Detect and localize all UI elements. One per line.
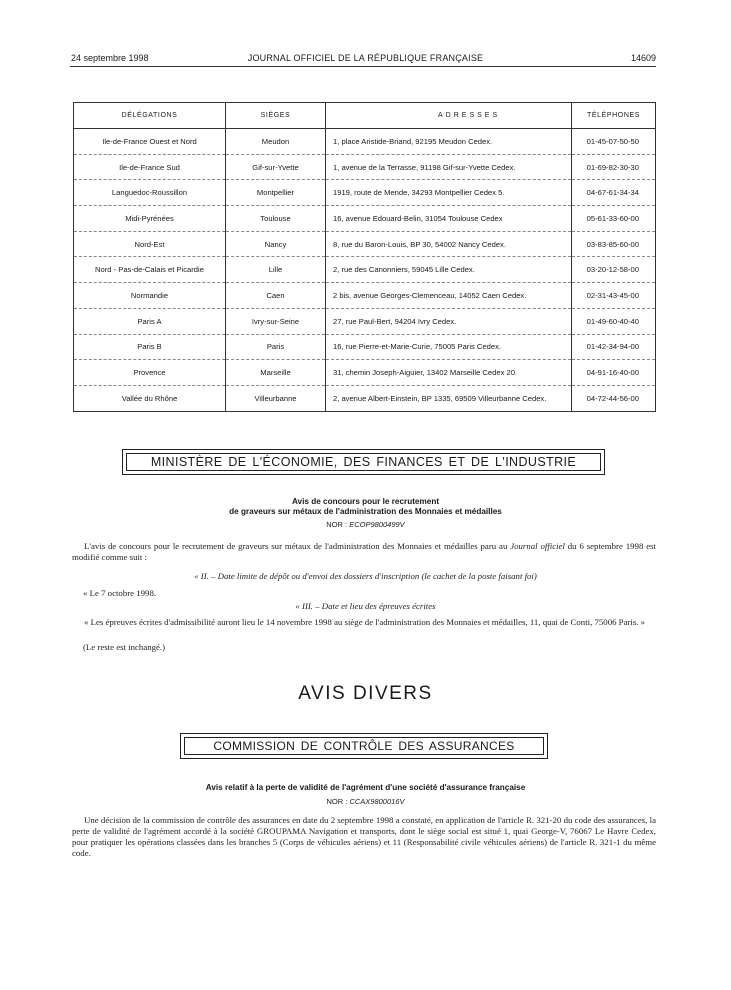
cell-delegation: Vallée du Rhône bbox=[74, 385, 226, 411]
intro-text-b: du 6 septembre 1998 est modifié comme suit : bbox=[72, 541, 656, 562]
column-header-telephones: TÉLÉPHONES bbox=[572, 103, 656, 129]
cell-telephone: 01-49-60-40-40 bbox=[572, 308, 656, 334]
concours-nor bbox=[0, 520, 731, 529]
cell-siege: Caen bbox=[226, 283, 326, 309]
commission-heading: COMMISSION DE CONTRÔLE DES ASSURANCES bbox=[213, 739, 515, 753]
table-row bbox=[74, 206, 656, 232]
cell-siege: Villeurbanne bbox=[226, 385, 326, 411]
ministry-heading: MINISTÈRE DE L'ÉCONOMIE, DES FINANCES ET DE L'INDUSTRIE bbox=[150, 455, 577, 469]
table-row bbox=[74, 257, 656, 283]
table-row bbox=[74, 154, 656, 180]
assurance-title: Avis relatif à la perte de validité de l'agrément d'une société d'assurance française bbox=[205, 783, 526, 792]
cell-adresse: 1919, route de Mende, 34293 Montpellier Cedex 5. bbox=[326, 180, 572, 206]
cell-siege: Nancy bbox=[226, 231, 326, 257]
cell-adresse: 27, rue Paul-Bert, 94204 Ivry Cedex. bbox=[326, 308, 572, 334]
table-row bbox=[74, 283, 656, 309]
intro-text-a: L'avis de concours pour le recrutement de graveurs sur métaux de l'administration des Monnaies et médailles paru au bbox=[84, 541, 511, 551]
cell-delegation: Provence bbox=[74, 360, 226, 386]
cell-siege: Marseille bbox=[226, 360, 326, 386]
nor-code: ECOP9800499V bbox=[349, 520, 405, 529]
delegations-table bbox=[73, 102, 656, 412]
header-journal-title: JOURNAL OFFICIEL DE LA RÉPUBLIQUE FRANÇAISE bbox=[247, 53, 484, 63]
column-header-adresses: ADRESSES bbox=[326, 103, 572, 129]
concours-intro bbox=[72, 541, 656, 563]
nor-label: NOR : bbox=[326, 797, 348, 806]
cell-delegation: Normandie bbox=[74, 283, 226, 309]
table-row bbox=[74, 334, 656, 360]
assurance-body bbox=[72, 815, 656, 859]
assurance-paragraph: Une décision de la commission de contrôle des assurances en date du 2 septembre 1998 a constaté, en application de l'article R. 321-20 du code des assurances, la perte de validité de l'agrément accordé à la société GROUPAMA Navigation et transports, dont le siège social est situé 1, quai George-V, 76067 Le Havre Cedex, pour pratiquer les opérations classées dans les branches 5 (Corps de véhicules aériens) et 11 (Responsabilité civile véhicules aériens) de l'article R. 321-1 du même code. bbox=[72, 815, 656, 858]
header-date: 24 septembre 1998 bbox=[71, 53, 149, 63]
cell-siege: Ivry-sur-Seine bbox=[226, 308, 326, 334]
header-page-number: 14609 bbox=[630, 53, 656, 63]
cell-adresse: 16, avenue Edouard-Belin, 31054 Toulouse Cedex bbox=[326, 206, 572, 232]
cell-delegation: Languedoc-Roussillon bbox=[74, 180, 226, 206]
cell-telephone: 02-31-43-45-00 bbox=[572, 283, 656, 309]
nor-label: NOR : bbox=[326, 520, 348, 529]
cell-telephone: 05-61-33-60-00 bbox=[572, 206, 656, 232]
table-header-row bbox=[74, 103, 656, 129]
cell-siege: Montpellier bbox=[226, 180, 326, 206]
concours-item-iii-text bbox=[72, 617, 656, 628]
concours-item-ii: « II. – Date limite de dépôt ou d'envoi des dossiers d'inscription (le cachet de la poste faisant foi) bbox=[194, 571, 537, 581]
concours-title-line1: Avis de concours pour le recrutement bbox=[291, 497, 440, 506]
cell-adresse: 16, rue Pierre-et-Marie-Curie, 75005 Paris Cedex. bbox=[326, 334, 572, 360]
cell-adresse: 1, place Aristide-Briand, 92195 Meudon Cedex. bbox=[326, 129, 572, 155]
cell-telephone: 01-45-07-50-50 bbox=[572, 129, 656, 155]
nor-code: CCAX9800016V bbox=[349, 797, 405, 806]
cell-telephone: 04-91-16-40-00 bbox=[572, 360, 656, 386]
cell-siege: Paris bbox=[226, 334, 326, 360]
cell-adresse: 8, rue du Baron-Louis, BP 30, 54002 Nancy Cedex. bbox=[326, 231, 572, 257]
table-row bbox=[74, 308, 656, 334]
cell-adresse: 1, avenue de la Terrasse, 91198 Gif-sur-Yvette Cedex. bbox=[326, 154, 572, 180]
cell-delegation: Ile-de-France Sud bbox=[74, 154, 226, 180]
cell-telephone: 01-42-34-94-00 bbox=[572, 334, 656, 360]
cell-adresse: 2 bis, avenue Georges-Clemenceau, 14052 Caen Cedex. bbox=[326, 283, 572, 309]
table-row bbox=[74, 385, 656, 411]
cell-siege: Toulouse bbox=[226, 206, 326, 232]
cell-delegation: Paris A bbox=[74, 308, 226, 334]
concours-title-line2: de graveurs sur métaux de l'administration des Monnaies et médailles bbox=[229, 507, 502, 516]
concours-item-ii-date: « Le 7 octobre 1998. bbox=[83, 588, 157, 598]
cell-adresse: 2, avenue Albert-Einstein, BP 1335, 69509 Villeurbanne Cedex. bbox=[326, 385, 572, 411]
intro-journal: Journal officiel bbox=[510, 541, 565, 551]
table-row bbox=[74, 360, 656, 386]
assurance-nor bbox=[0, 797, 731, 806]
cell-delegation: Ile-de-France Ouest et Nord bbox=[74, 129, 226, 155]
item-iii-paragraph: « Les épreuves écrites d'admissibilité auront lieu le 14 novembre 1998 au siège de l'administration des Monnaies et médailles, 11, quai de Conti, 75006 Paris. » bbox=[84, 617, 646, 627]
cell-telephone: 03-83-85-60-00 bbox=[572, 231, 656, 257]
cell-telephone: 04-72-44-56-00 bbox=[572, 385, 656, 411]
cell-adresse: 2, rue des Canonniers, 59045 Lille Cedex. bbox=[326, 257, 572, 283]
cell-delegation: Nord - Pas-de-Calais et Picardie bbox=[74, 257, 226, 283]
cell-siege: Gif-sur-Yvette bbox=[226, 154, 326, 180]
cell-telephone: 01-69-82-30-30 bbox=[572, 154, 656, 180]
concours-item-iii: « III. – Date et lieu des épreuves écrites bbox=[295, 601, 436, 611]
cell-siege: Lille bbox=[226, 257, 326, 283]
cell-telephone: 03-20-12-58-00 bbox=[572, 257, 656, 283]
cell-delegation: Midi-Pyrénées bbox=[74, 206, 226, 232]
cell-siege: Meudon bbox=[226, 129, 326, 155]
section-title-avis-divers: AVIS DIVERS bbox=[298, 683, 433, 704]
header-rule bbox=[70, 66, 656, 67]
cell-delegation: Paris B bbox=[74, 334, 226, 360]
table-row bbox=[74, 129, 656, 155]
column-header-sieges: SIÈGES bbox=[226, 103, 326, 129]
column-header-delegations: DÉLÉGATIONS bbox=[74, 103, 226, 129]
concours-rest: (Le reste est inchangé.) bbox=[83, 642, 166, 652]
cell-adresse: 31, chemin Joseph-Aiguier, 13402 Marseille Cedex 20. bbox=[326, 360, 572, 386]
cell-delegation: Nord-Est bbox=[74, 231, 226, 257]
cell-telephone: 04-67-61-34-34 bbox=[572, 180, 656, 206]
table-row bbox=[74, 231, 656, 257]
table-row bbox=[74, 180, 656, 206]
